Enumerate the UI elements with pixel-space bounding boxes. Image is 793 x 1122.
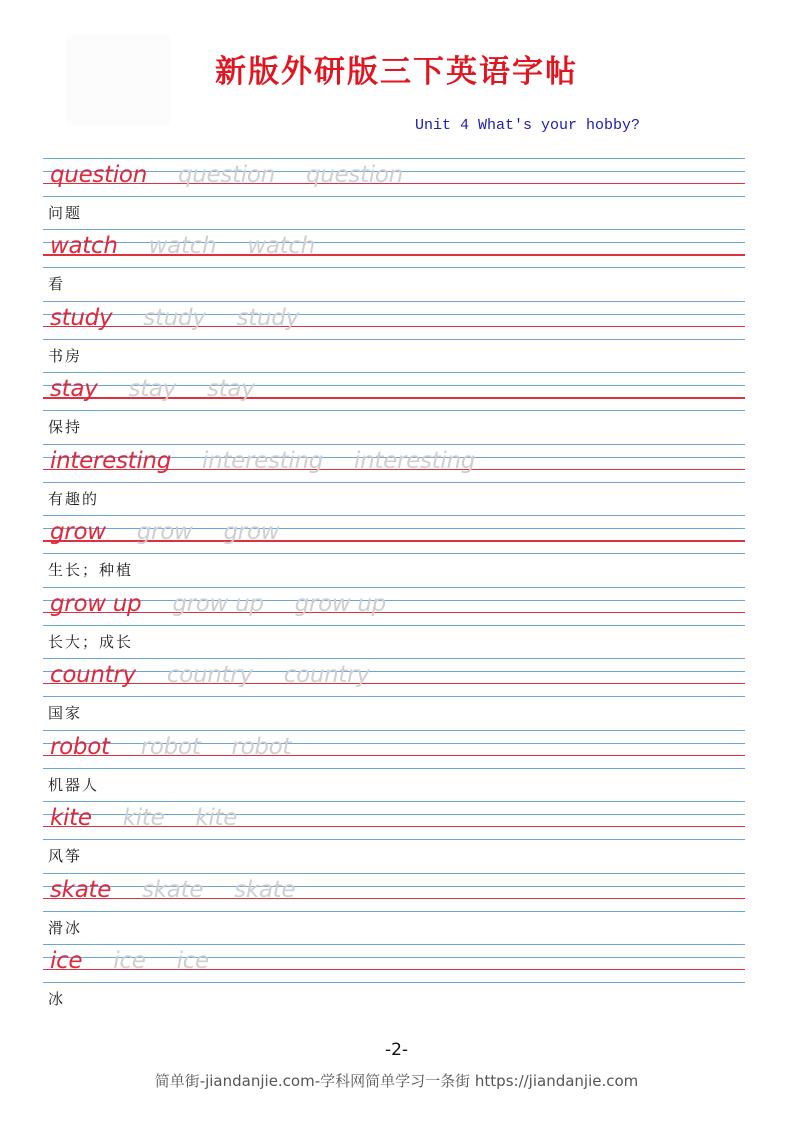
chinese-meaning: 书房 xyxy=(48,346,83,365)
bottom-guide-line xyxy=(43,196,745,197)
chinese-meaning: 滑冰 xyxy=(48,918,83,937)
chinese-meaning: 长大；成长 xyxy=(48,632,134,651)
top-guide-line xyxy=(43,873,745,874)
word-row xyxy=(50,447,475,475)
top-guide-line xyxy=(43,229,745,230)
trace-word: study xyxy=(143,304,206,331)
word-entry xyxy=(43,587,745,659)
word-row xyxy=(50,161,403,189)
word-entry xyxy=(43,873,745,945)
vocab-word: study xyxy=(50,304,113,331)
bottom-guide-line xyxy=(43,267,745,268)
trace-word: interesting xyxy=(354,447,476,474)
trace-word: stay xyxy=(207,376,255,403)
chinese-meaning: 问题 xyxy=(48,204,83,222)
trace-word: study xyxy=(236,304,299,331)
trace-word: robot xyxy=(231,733,292,760)
word-entry xyxy=(43,301,745,373)
word-entry xyxy=(43,229,745,301)
top-guide-line xyxy=(43,944,745,945)
top-guide-line xyxy=(43,587,745,588)
bottom-guide-line xyxy=(43,625,745,626)
trace-word: grow up xyxy=(172,590,264,617)
word-row xyxy=(50,375,255,403)
bottom-guide-line xyxy=(43,982,745,983)
trace-word: stay xyxy=(128,376,177,403)
word-row xyxy=(50,876,295,904)
word-row xyxy=(50,590,386,618)
trace-word: robot xyxy=(140,733,201,760)
top-guide-line xyxy=(43,158,745,159)
trace-word: country xyxy=(283,662,370,689)
chinese-meaning: 看 xyxy=(48,275,66,294)
word-entry xyxy=(43,801,745,873)
vocab-word: question xyxy=(50,162,147,188)
vocab-word: grow xyxy=(50,519,106,546)
vocab-word: kite xyxy=(50,805,92,832)
trace-word: interesting xyxy=(202,447,324,474)
word-row xyxy=(50,804,237,832)
trace-word: grow xyxy=(223,519,280,546)
vocab-word: skate xyxy=(50,876,112,903)
word-entry xyxy=(43,158,745,230)
word-row xyxy=(50,518,279,546)
chinese-meaning: 国家 xyxy=(48,704,83,723)
chinese-meaning: 保持 xyxy=(48,418,83,437)
word-row xyxy=(50,232,315,260)
trace-word: kite xyxy=(195,805,238,832)
trace-word: country xyxy=(166,662,253,689)
word-entry xyxy=(43,730,745,802)
source-footer: 简单街-jiandanjie.com-学科网简单学习一条街 https://jiandanjie.com xyxy=(154,1072,639,1090)
trace-word: kite xyxy=(122,805,165,832)
trace-word: ice xyxy=(176,947,209,974)
bottom-guide-line xyxy=(43,482,745,483)
chinese-meaning: 机器人 xyxy=(48,775,100,794)
word-entry xyxy=(43,944,745,1016)
unit-subtitle: Unit 4 What's your hobby? xyxy=(415,117,641,134)
trace-word: skate xyxy=(234,876,296,903)
top-guide-line xyxy=(43,801,745,802)
trace-word: ice xyxy=(113,947,146,974)
bottom-guide-line xyxy=(43,339,745,340)
bottom-guide-line xyxy=(43,696,745,697)
chinese-meaning: 有趣的 xyxy=(48,489,100,508)
vocab-word: robot xyxy=(50,733,110,760)
vocab-word: ice xyxy=(50,947,83,974)
top-guide-line xyxy=(43,301,745,302)
chinese-meaning: 风筝 xyxy=(48,847,83,866)
word-row xyxy=(50,304,299,332)
top-guide-line xyxy=(43,730,745,731)
vocab-word: stay xyxy=(50,376,98,403)
trace-word: skate xyxy=(142,876,204,903)
bottom-guide-line xyxy=(43,839,745,840)
vocab-word: interesting xyxy=(50,447,172,474)
chinese-meaning: 冰 xyxy=(48,989,66,1008)
vocab-word: grow up xyxy=(50,590,142,617)
top-guide-line xyxy=(43,372,745,373)
top-guide-line xyxy=(43,515,745,516)
page-number: -2- xyxy=(384,1040,409,1060)
vocab-word: watch xyxy=(50,233,118,260)
top-guide-line xyxy=(43,658,745,659)
bottom-guide-line xyxy=(43,553,745,554)
word-row xyxy=(50,733,291,761)
bottom-guide-line xyxy=(43,911,745,912)
bottom-guide-line xyxy=(43,768,745,769)
word-entry xyxy=(43,372,745,444)
trace-word: grow up xyxy=(294,590,386,617)
top-guide-line xyxy=(43,444,745,445)
trace-word: watch xyxy=(148,233,217,260)
word-entry xyxy=(43,444,745,516)
trace-word: question xyxy=(177,162,275,188)
word-entry xyxy=(43,658,745,730)
word-row xyxy=(50,947,209,975)
trace-word: watch xyxy=(247,233,315,260)
bottom-guide-line xyxy=(43,410,745,411)
vocab-word: country xyxy=(50,662,136,689)
word-entry xyxy=(43,515,745,587)
chinese-meaning: 生长；种植 xyxy=(48,561,134,580)
trace-word: question xyxy=(305,162,403,188)
page-title: 新版外研版三下英语字帖 xyxy=(215,54,578,90)
word-row xyxy=(50,661,370,689)
trace-word: grow xyxy=(136,519,193,546)
